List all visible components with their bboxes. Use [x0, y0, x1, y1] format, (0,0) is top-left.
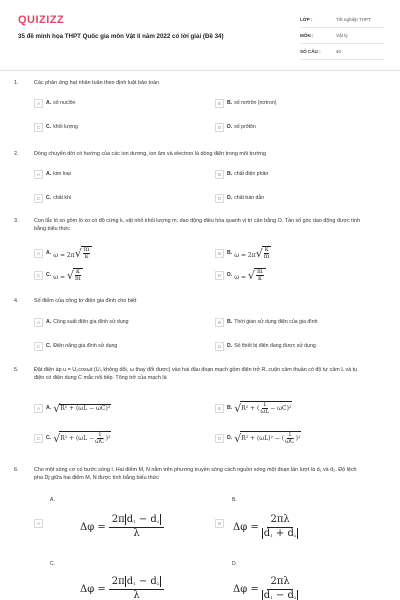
question-number: 4. [14, 298, 19, 304]
option-label: A. [46, 250, 52, 256]
option-d[interactable] [215, 121, 256, 133]
meta-row-subject [300, 28, 384, 44]
option-a[interactable] [34, 247, 92, 259]
formula-omega: ω = 2π √ $\frac{m}{k}$ [53, 246, 92, 261]
option-letter-box: C [34, 342, 43, 351]
option-label: B. [227, 319, 233, 325]
formula-omega: ω = √ $\frac{k}{m}$ [53, 267, 81, 282]
option-text: kim loại [53, 171, 71, 177]
option-label: A. [46, 319, 52, 325]
option-b[interactable] [215, 97, 276, 109]
option-b[interactable] [215, 316, 318, 328]
question-number: 2. [14, 151, 19, 157]
option-letter-box: D [215, 342, 224, 351]
option-label: D. [227, 435, 233, 441]
option-letter-box: B [215, 249, 224, 258]
option-letter-box: B [215, 404, 224, 413]
option-label: C. [46, 195, 52, 201]
option-text: số prôtôn [234, 124, 256, 130]
option-letter-box: A [34, 249, 43, 258]
option-b[interactable] [215, 247, 271, 259]
option-text: chất điện phân [234, 171, 269, 177]
option-letter-box: C [34, 434, 43, 443]
option-text: số nuclôn [53, 100, 76, 106]
formula-omega: ω = 2π √ $\frac{k}{m}$ [234, 245, 270, 260]
option-label: D. [227, 124, 233, 130]
option-label: B. [227, 250, 233, 256]
formula-impedance: √ R² + ( $\frac{1}{\omega L}$ − ωC)² [234, 400, 292, 415]
option-c[interactable] [34, 340, 117, 352]
option-d-heading: D. [232, 561, 237, 567]
option-label: C. [46, 272, 52, 278]
option-c[interactable] [34, 192, 71, 204]
option-a[interactable] [34, 400, 111, 416]
question-text: Con lắc lò xo gồm lò xo có độ cứng k, vật nhỏ khối lượng m, dao động điều hòa quanh vị trí cân bằng O. Tần số góc dao động được tính bằng biểu thức [34, 218, 361, 232]
option-label: D. [227, 195, 233, 201]
meta-value: 40 [336, 49, 342, 54]
option-letter-box: A [34, 404, 43, 413]
question-number: 3. [14, 218, 19, 224]
option-c[interactable] [34, 430, 111, 446]
header-divider [0, 70, 400, 71]
option-text: chất khí [53, 195, 72, 201]
formula-impedance: √ R² + (ωL − ωC)² [53, 401, 111, 415]
option-text: Công suất điện gia đình sử dụng [53, 319, 129, 325]
meta-key: LỚP : [300, 17, 313, 22]
option-text: chất bán dẫn [234, 195, 265, 201]
option-letter-box: B [215, 519, 224, 528]
formula-phase-b: Δφ = $\frac{2\pi\lambda}{d_1 + d_2}$ [233, 514, 297, 539]
option-text: khối lượng [53, 124, 78, 130]
worksheet-header [0, 0, 400, 70]
option-label: C. [46, 435, 52, 441]
option-letter-box: D [215, 123, 224, 132]
question-number: 5. [14, 367, 19, 373]
option-label: B. [227, 171, 233, 177]
option-letter-box: B [215, 99, 224, 108]
option-a[interactable] [34, 316, 128, 328]
question-text: Các phản ứng hạt nhân tuân theo định luật bảo toàn [34, 80, 159, 86]
question-text: Đặt điện áp u = U₀cosωt (U₀ không đổi, ω thay đổi được) vào hai đầu đoạn mạch gồm điện trở R, cuộn cảm thuần có độ tự cảm L và tụ điện có điện dung C mắc nối tiếp. Tổng trở của mạch là [34, 367, 358, 381]
option-b-heading: B. [232, 497, 237, 503]
formula-omega: ω = √ $\frac{m}{k}$ [234, 268, 265, 283]
option-label: A. [46, 100, 52, 106]
option-label: B. [227, 100, 233, 106]
option-letter-box: C [34, 123, 43, 132]
meta-row-class [300, 12, 384, 28]
formula-impedance: √ R² + (ωL − $\frac{1}{\omega C}$ )² [53, 430, 111, 445]
option-letter-box: B [215, 170, 224, 179]
formula-phase-d: Δφ = $\frac{2\pi\lambda}{d_1 - d_2}$ [233, 576, 297, 600]
meta-table [300, 12, 384, 60]
formula-phase-a: Δφ = $\frac{2\pi d_1 - d_2}{\lambda}$ [80, 515, 165, 539]
question-text: Dòng chuyển dời có hướng của các ion dương, ion âm và electron là dòng điện trong môi trường [34, 151, 267, 157]
option-letter-box: A [34, 318, 43, 327]
option-letter-box: D [215, 271, 224, 280]
option-label: D. [227, 272, 233, 278]
option-d[interactable] [215, 192, 264, 204]
option-letter-box: B [215, 318, 224, 327]
option-b[interactable] [215, 400, 292, 416]
option-d[interactable] [215, 340, 316, 352]
option-c[interactable] [34, 121, 78, 133]
option-d[interactable] [215, 430, 301, 446]
option-text: Điện năng gia đình sử dụng [53, 343, 118, 349]
quizizz-logo: QUIZIZZ [18, 14, 65, 26]
option-label: B. [227, 405, 233, 411]
option-a[interactable] [34, 168, 71, 180]
meta-row-count [300, 44, 384, 60]
meta-value: Tốt nghiệp THPT [336, 17, 371, 22]
option-label: A. [46, 171, 52, 177]
option-b[interactable] [215, 517, 227, 529]
document-title: 35 đề minh họa THPT Quốc gia môn Vật lí năm 2022 có lời giải (Đề 34) [18, 33, 224, 40]
formula-phase-c: Δφ = $\frac{2\pi d_1 - d_2}{\lambda}$ [80, 577, 165, 600]
option-a[interactable] [34, 97, 75, 109]
question-number: 6. [14, 467, 19, 473]
meta-key: MÔN : [300, 33, 314, 38]
option-a[interactable] [34, 517, 46, 529]
option-label: A. [46, 405, 52, 411]
option-letter-box: C [34, 194, 43, 203]
option-a-heading: A. [50, 497, 55, 503]
option-label: C. [46, 124, 52, 130]
option-letter-box: A [34, 99, 43, 108]
meta-value: Vật lý [336, 33, 348, 38]
option-letter-box: D [215, 434, 224, 443]
option-text: Thời gian sử dụng điện của gia đình [234, 319, 318, 325]
formula-impedance: √ R² + (ωL)² − ( $\frac{1}{\omega C}$ )² [234, 430, 301, 445]
option-label: C. [46, 343, 52, 349]
question-number: 1. [14, 80, 19, 86]
option-label: D. [227, 343, 233, 349]
option-letter-box: D [215, 194, 224, 203]
option-b[interactable] [215, 168, 268, 180]
option-d[interactable] [215, 269, 266, 281]
option-letter-box: A [34, 170, 43, 179]
question-text: Số điếm của công tơ điện gia đình cho biết [34, 298, 137, 304]
option-letter-box: A [34, 519, 43, 528]
meta-key: SỐ CÂU : [300, 49, 321, 54]
option-text: số nơtrôn (nơtron) [234, 100, 277, 106]
question-text: Cho một sóng cơ có bước sóng l. Hai điểm M, N nằm trên phương truyền sóng cách nguồn sóng một đoạn lần lượt là d₁ và d₂. Độ lệch pha Dj giữa hai điểm M, N được tính bằng biểu thức [34, 467, 357, 481]
option-text: Số thiết bị điện đang được sử dụng [234, 343, 316, 349]
option-c-heading: C. [50, 561, 55, 567]
option-c[interactable] [34, 269, 83, 281]
option-letter-box: C [34, 271, 43, 280]
